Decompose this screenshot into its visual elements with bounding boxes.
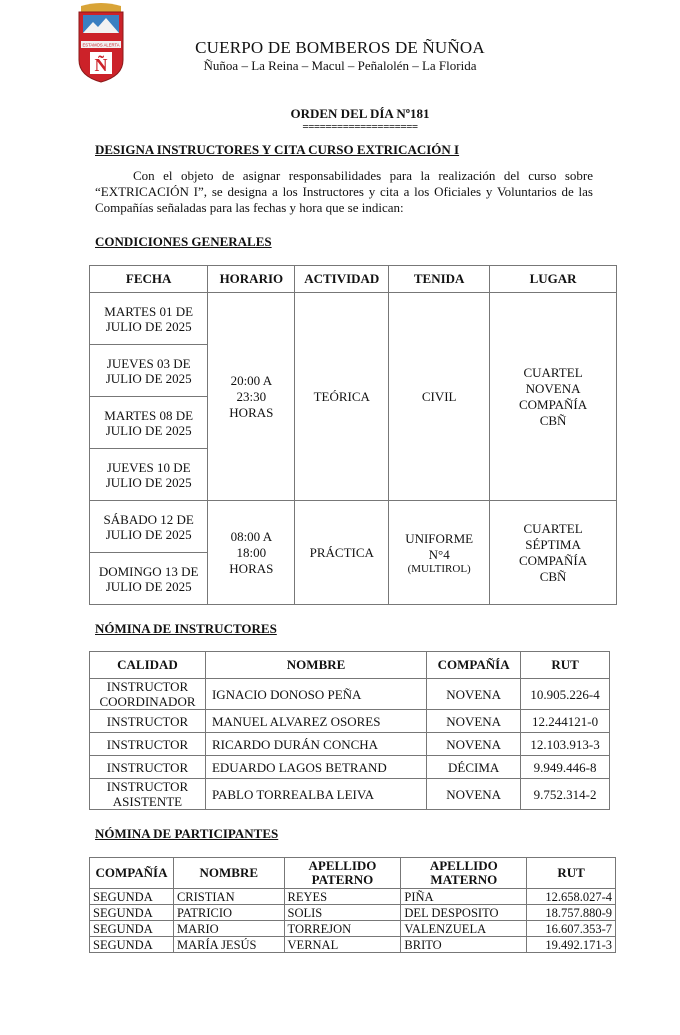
participant-maternal: BRITO [401, 937, 527, 953]
activity-cell: TEÓRICA [295, 293, 389, 501]
participant-company: SEGUNDA [90, 905, 174, 921]
participant-rut: 12.658.027-4 [527, 889, 616, 905]
instructor-name: IGNACIO DONOSO PEÑA [205, 679, 426, 710]
conditions-col-date: FECHA [90, 266, 208, 293]
instructor-company: NOVENA [427, 733, 521, 756]
outfit-cell [389, 293, 490, 501]
document-heading: DESIGNA INSTRUCTORES Y CITA CURSO EXTRICACIÓN I [95, 142, 460, 157]
conditions-row [90, 501, 617, 553]
intro-paragraph: Con el objeto de asignar responsabilidades para la realización del curso sobre “EXTRICACIÓN I”, se designa a los Instructores y cita a los Oficiales y Voluntarios de las Compañías señaladas para las fechas y hora que se indican: [95, 168, 593, 215]
schedule-cell: 20:00 A 23:30 HORAS [208, 293, 295, 501]
instructor-rut: 10.905.226-4 [521, 679, 610, 710]
instructor-name: EDUARDO LAGOS BETRAND [205, 756, 426, 779]
date-cell: DOMINGO 13 DE JULIO DE 2025 [90, 553, 208, 605]
participant-row [90, 937, 616, 953]
place-cell: CUARTEL SÉPTIMA COMPAÑÍA CBÑ [490, 501, 617, 605]
fire-department-crest-logo [76, 2, 126, 84]
participant-maternal: PIÑA [401, 889, 527, 905]
order-title: ORDEN DEL DÍA Nº181 [290, 106, 430, 121]
participant-name: PATRICIO [173, 905, 284, 921]
conditions-header-row [90, 266, 617, 293]
crest-crown [81, 3, 121, 12]
section-title-instructors: NÓMINA DE INSTRUCTORES [95, 621, 277, 636]
participants-col-name: NOMBRE [173, 858, 284, 889]
activity-cell: PRÁCTICA [295, 501, 389, 605]
instructor-row [90, 756, 610, 779]
outfit-label: CIVIL [421, 388, 457, 404]
crest-letter: Ñ [94, 55, 108, 75]
instructor-rut: 9.949.446-8 [521, 756, 610, 779]
participants-table [89, 857, 616, 953]
participant-name: MARÍA JESÚS [173, 937, 284, 953]
outfit-note: (MULTIROL) [407, 562, 471, 575]
instructors-col-company: COMPAÑÍA [427, 652, 521, 679]
conditions-table [89, 265, 617, 605]
participant-maternal: DEL DESPOSITO [401, 905, 527, 921]
instructors-col-name: NOMBRE [205, 652, 426, 679]
participants-header-row [90, 858, 616, 889]
section-title-participants: NÓMINA DE PARTICIPANTES [95, 826, 279, 841]
instructor-company: NOVENA [427, 779, 521, 810]
date-cell: JUEVES 03 DE JULIO DE 2025 [90, 345, 208, 397]
participants-col-paternal: APELLIDO PATERNO [284, 858, 401, 889]
instructor-role: INSTRUCTOR [90, 710, 206, 733]
organization-communes: Ñuñoa – La Reina – Macul – Peñalolén – La Florida [203, 58, 477, 73]
organization-name: CUERPO DE BOMBEROS DE ÑUÑOA [195, 38, 485, 57]
participant-paternal: REYES [284, 889, 401, 905]
participants-col-company: COMPAÑÍA [90, 858, 174, 889]
conditions-col-schedule: HORARIO [208, 266, 295, 293]
instructor-role: INSTRUCTOR COORDINADOR [90, 679, 206, 710]
instructor-row [90, 679, 610, 710]
instructor-name: PABLO TORREALBA LEIVA [205, 779, 426, 810]
instructors-table [89, 651, 610, 810]
conditions-row [90, 293, 617, 345]
participant-rut: 19.492.171-3 [527, 937, 616, 953]
participant-rut: 18.757.880-9 [527, 905, 616, 921]
instructor-name: MANUEL ALVAREZ OSORES [205, 710, 426, 733]
participant-rut: 16.607.353-7 [527, 921, 616, 937]
participant-name: CRISTIAN [173, 889, 284, 905]
instructor-row [90, 710, 610, 733]
instructors-col-role: CALIDAD [90, 652, 206, 679]
outfit-cell [389, 501, 490, 605]
participant-row [90, 889, 616, 905]
crest-motto: ESTAMOS ALERTA [82, 42, 120, 48]
section-title-conditions: CONDICIONES GENERALES [95, 234, 272, 249]
instructor-row [90, 779, 610, 810]
instructor-role: INSTRUCTOR [90, 756, 206, 779]
instructor-role: INSTRUCTOR ASISTENTE [90, 779, 206, 810]
date-cell: JUEVES 10 DE JULIO DE 2025 [90, 449, 208, 501]
instructor-company: NOVENA [427, 679, 521, 710]
participant-row [90, 921, 616, 937]
instructor-name: RICARDO DURÁN CONCHA [205, 733, 426, 756]
participant-row [90, 905, 616, 921]
date-cell: MARTES 01 DE JULIO DE 2025 [90, 293, 208, 345]
place-cell: CUARTEL NOVENA COMPAÑÍA CBÑ [490, 293, 617, 501]
instructors-col-rut: RUT [521, 652, 610, 679]
participant-name: MARIO [173, 921, 284, 937]
participant-company: SEGUNDA [90, 889, 174, 905]
order-title-rule: ==================== [302, 121, 418, 133]
date-cell: MARTES 08 DE JULIO DE 2025 [90, 397, 208, 449]
schedule-cell: 08:00 A 18:00 HORAS [208, 501, 295, 605]
participant-maternal: VALENZUELA [401, 921, 527, 937]
participants-col-maternal: APELLIDO MATERNO [401, 858, 527, 889]
conditions-col-outfit: TENIDA [389, 266, 490, 293]
participant-paternal: TORREJON [284, 921, 401, 937]
participant-company: SEGUNDA [90, 937, 174, 953]
instructor-rut: 12.103.913-3 [521, 733, 610, 756]
instructor-company: DÉCIMA [427, 756, 521, 779]
outfit-label: UNIFORME N°4 [405, 530, 474, 562]
instructor-rut: 12.244121-0 [521, 710, 610, 733]
instructor-rut: 9.752.314-2 [521, 779, 610, 810]
participant-paternal: SOLIS [284, 905, 401, 921]
conditions-col-activity: ACTIVIDAD [295, 266, 389, 293]
conditions-col-place: LUGAR [490, 266, 617, 293]
instructor-row [90, 733, 610, 756]
instructor-role: INSTRUCTOR [90, 733, 206, 756]
participant-paternal: VERNAL [284, 937, 401, 953]
date-cell: SÁBADO 12 DE JULIO DE 2025 [90, 501, 208, 553]
instructor-company: NOVENA [427, 710, 521, 733]
participant-company: SEGUNDA [90, 921, 174, 937]
participants-col-rut: RUT [527, 858, 616, 889]
instructors-header-row [90, 652, 610, 679]
